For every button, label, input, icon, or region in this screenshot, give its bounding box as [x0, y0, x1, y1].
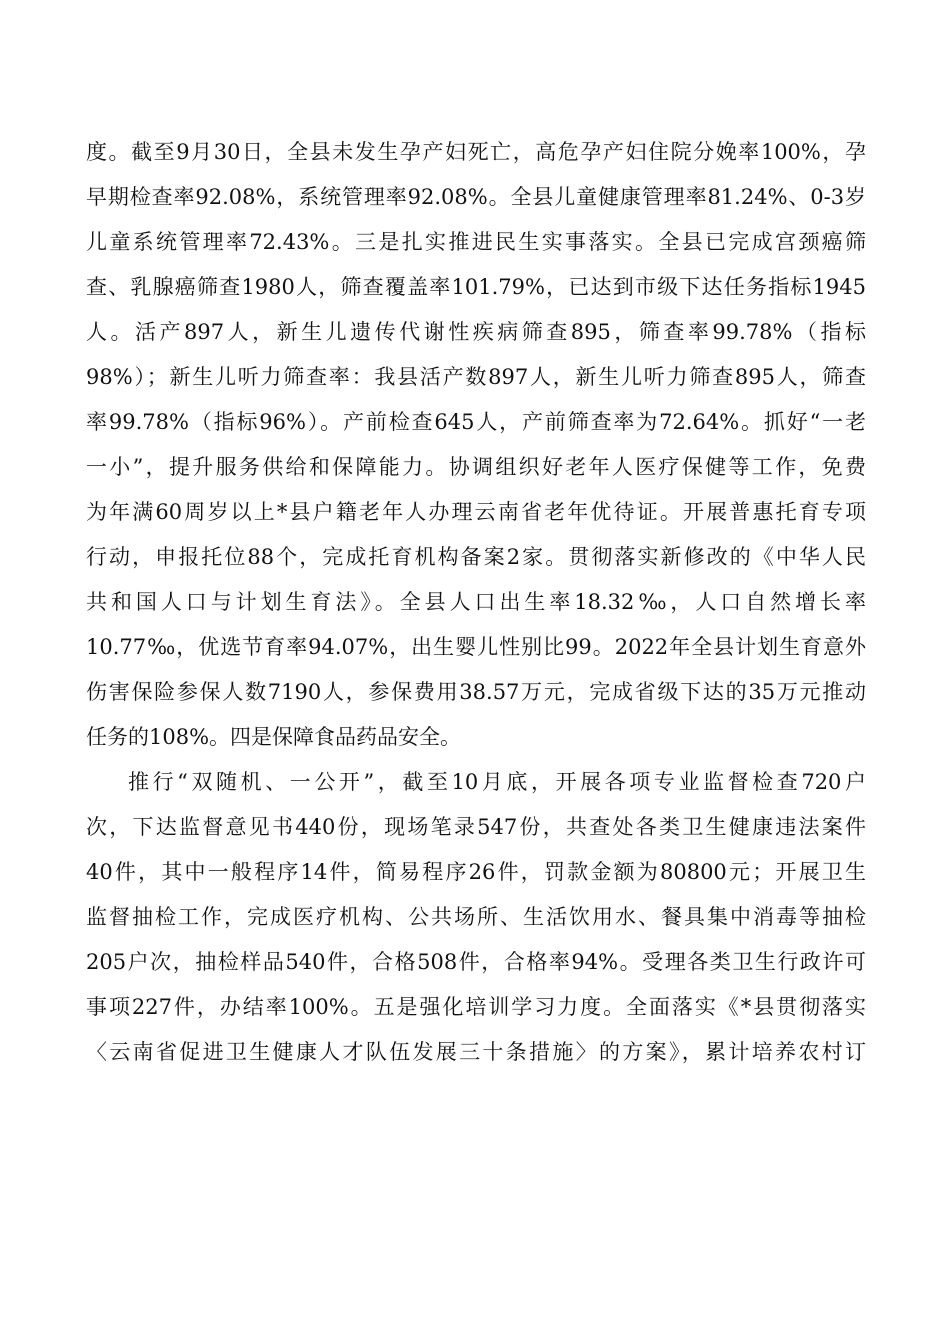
paragraph-supervision — [86, 760, 866, 1075]
text-line: 10.77‰，优选节育率94.07%，出生婴儿性别比99。2022年全县计划生育意外 — [86, 635, 866, 659]
text-line: 查、乳腺癌筛查1980人，筛查覆盖率101.79%，已达到市级下达任务指标1945 — [86, 275, 866, 299]
text-line: 40件，其中一般程序14件，简易程序26件，罚款金额为80800元；开展卫生 — [86, 860, 866, 884]
text-line: 205户次，抽检样品540件，合格508件，合格率94%。受理各类卫生行政许可 — [86, 950, 866, 974]
text-line: 早期检查率92.08%，系统管理率92.08%。全县儿童健康管理率81.24%、0-3岁 — [86, 185, 866, 209]
text-line: 事项227件，办结率100%。五是强化培训学习力度。全面落实《*县贯彻落实 — [86, 995, 866, 1019]
paragraph-health-stats — [86, 130, 866, 760]
text-line: 次，下达监督意见书440份，现场笔录547份，共查处各类卫生健康违法案件 — [86, 815, 866, 839]
text-line: 98%）；新生儿听力筛查率：我县活产数897人，新生儿听力筛查895人，筛查 — [86, 365, 866, 389]
text-line: 伤害保险参保人数7190人，参保费用38.57万元，完成省级下达的35万元推动 — [86, 680, 866, 704]
text-line: 度。截至9月30日，全县未发生孕产妇死亡，高危孕产妇住院分娩率100%，孕 — [86, 140, 866, 164]
text-line: 〈云南省促进卫生健康人才队伍发展三十条措施〉的方案》，累计培养农村订 — [86, 1040, 866, 1064]
document-page — [86, 130, 866, 1075]
text-line: 共和国人口与计划生育法》。全县人口出生率18.32‰，人口自然增长率 — [86, 590, 866, 614]
text-line: 监督抽检工作，完成医疗机构、公共场所、生活饮用水、餐具集中消毒等抽检 — [86, 905, 866, 929]
text-line: 一小”，提升服务供给和保障能力。协调组织好老年人医疗保健等工作，免费 — [86, 455, 866, 479]
text-line: 儿童系统管理率72.43%。三是扎实推进民生实事落实。全县已完成宫颈癌筛 — [86, 230, 866, 254]
text-line: 人。活产897人，新生儿遗传代谢性疾病筛查895，筛查率99.78%（指标 — [86, 320, 866, 344]
text-line: 任务的108%。四是保障食品药品安全。 — [86, 725, 462, 749]
text-line: 为年满60周岁以上*县户籍老年人办理云南省老年优待证。开展普惠托育专项 — [86, 500, 866, 524]
text-line-indented: 推行“双随机、一公开”，截至10月底，开展各项专业监督检查720户 — [128, 770, 866, 794]
text-line: 率99.78%（指标96%）。产前检查645人，产前筛查率为72.64%。抓好“一老 — [86, 410, 866, 434]
text-line: 行动，申报托位88个，完成托育机构备案2家。贯彻落实新修改的《中华人民 — [86, 545, 866, 569]
